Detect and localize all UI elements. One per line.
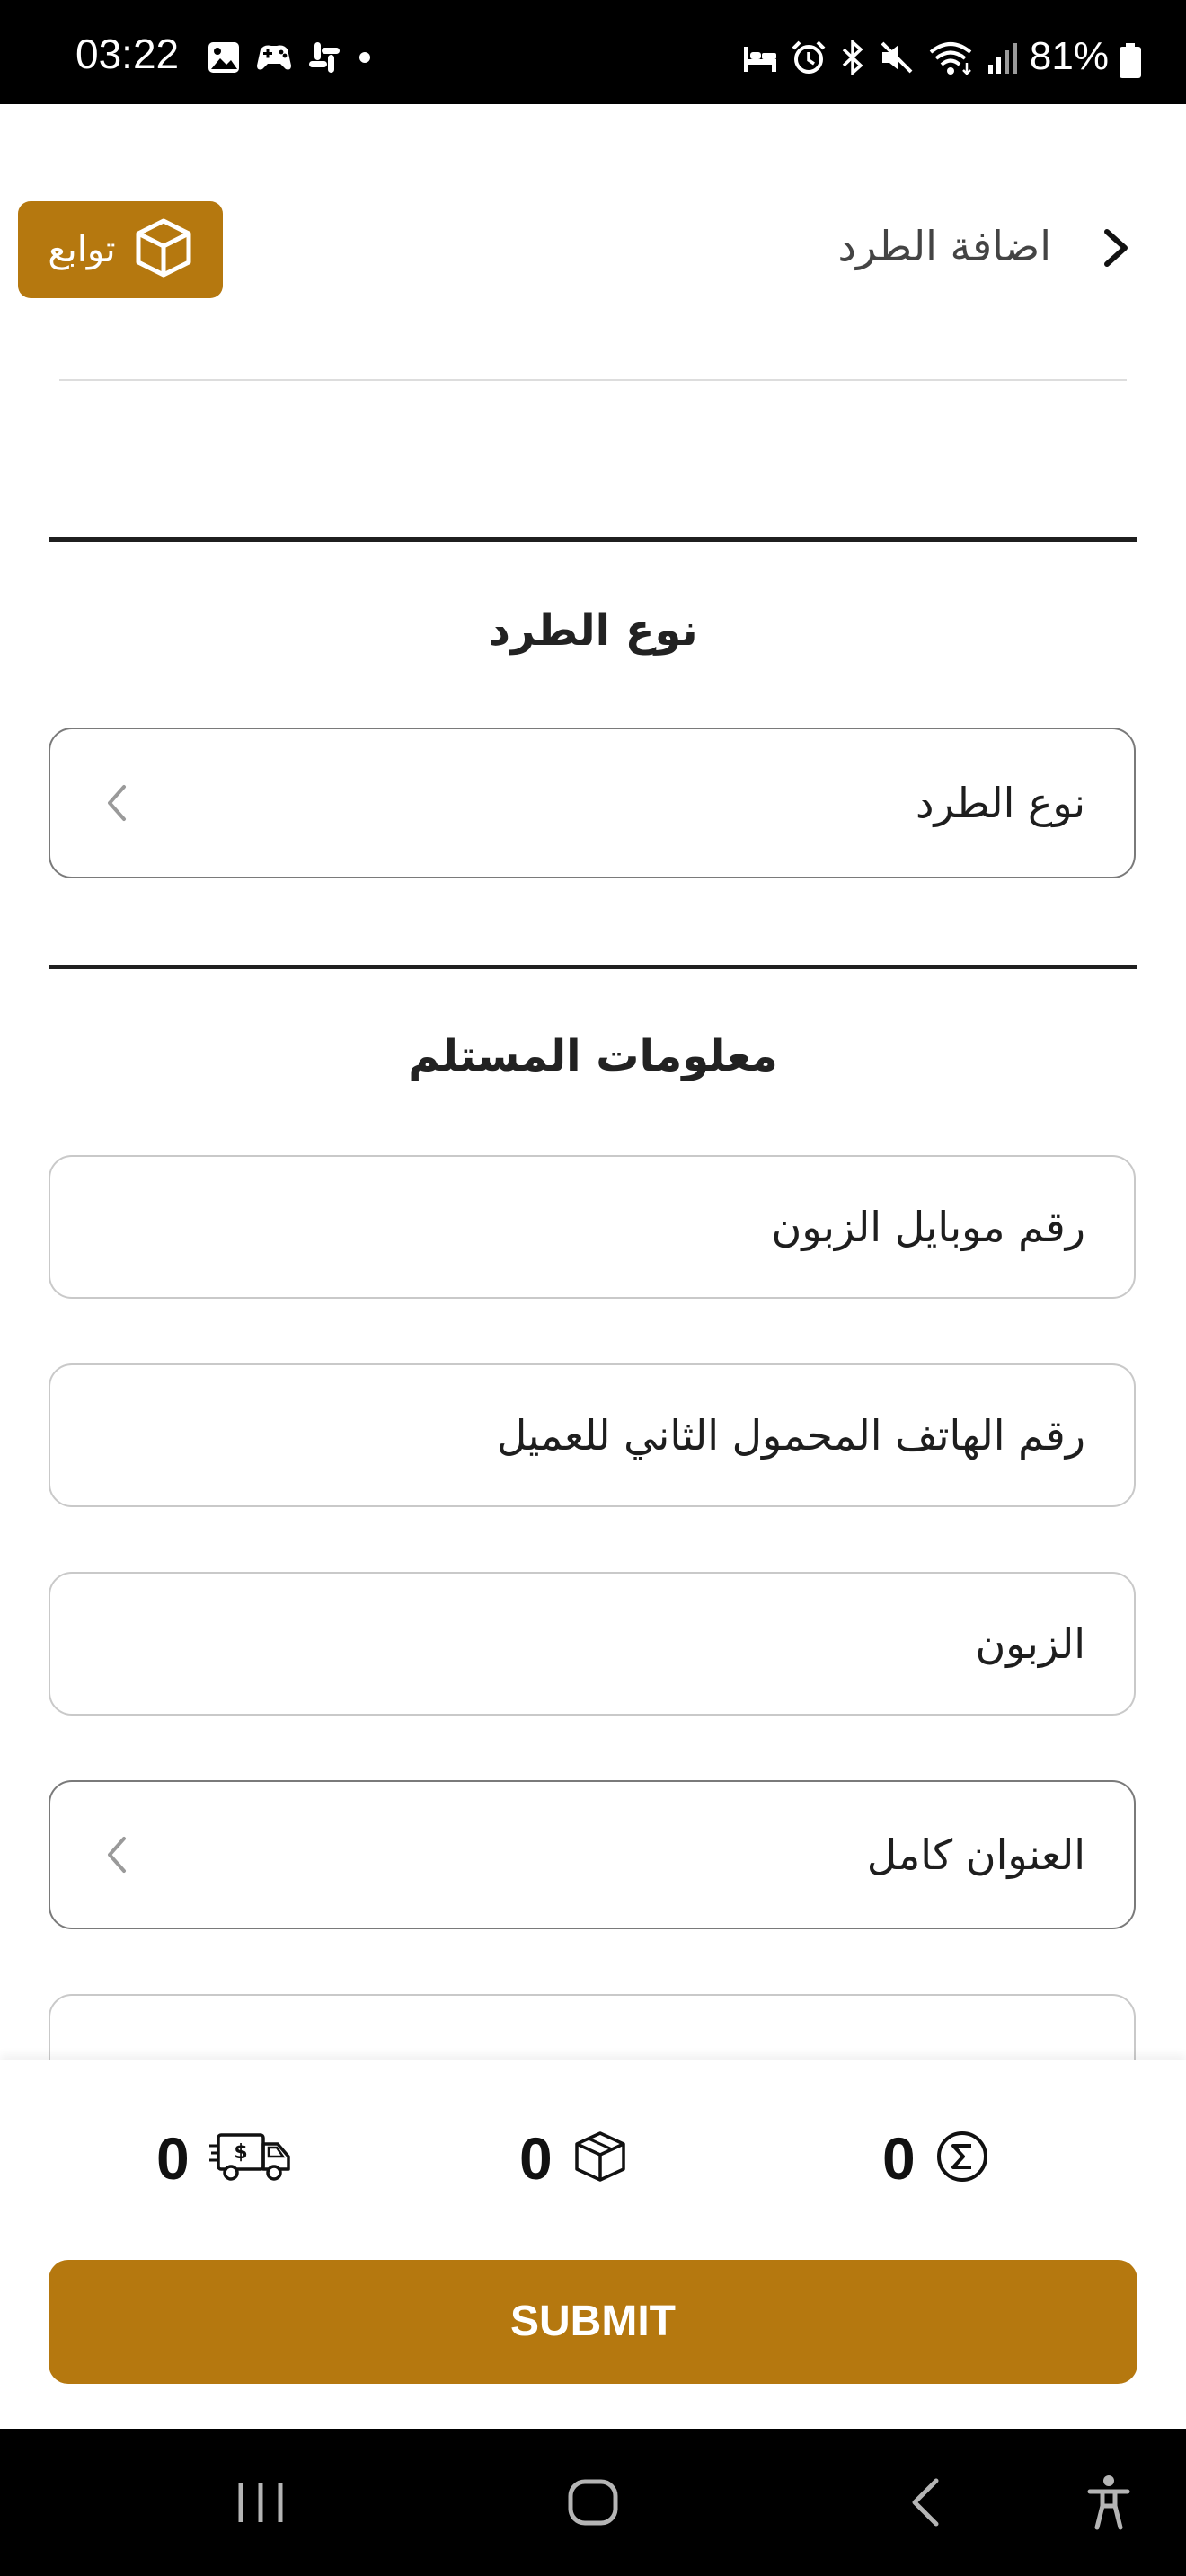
game-controller-icon: [255, 40, 293, 78]
alarm-icon: [791, 40, 827, 79]
total-count: 0: [882, 2125, 916, 2192]
packages-count: 0: [519, 2125, 553, 2192]
packages-summary: [519, 2118, 628, 2199]
total-summary: [882, 2118, 989, 2199]
delivery-summary: [156, 2118, 292, 2199]
sigma-icon: [935, 2130, 989, 2187]
delivery-count: 0: [156, 2125, 190, 2192]
package-type-title: نوع الطرد: [488, 605, 698, 656]
chevron-left-icon: [99, 780, 135, 826]
section-divider: [49, 965, 1137, 969]
chevron-left-icon: [99, 1831, 135, 1878]
package-type-select[interactable]: [49, 728, 1136, 878]
status-time: 03:22: [75, 31, 180, 77]
package-icon: [572, 2130, 628, 2187]
customer-mobile-input[interactable]: [49, 1155, 1136, 1299]
customer-mobile-placeholder: رقم موبايل الزبون: [771, 1203, 1085, 1251]
dot-icon: [356, 40, 374, 78]
page-title: اضافة الطرد: [837, 222, 1051, 270]
submit-button[interactable]: SUBMIT: [49, 2260, 1137, 2384]
status-bar: [0, 0, 1186, 104]
signal-icon: [987, 40, 1019, 79]
svg-text:$: $: [234, 2141, 248, 2164]
home-icon: [566, 2477, 620, 2527]
home-button[interactable]: [548, 2429, 638, 2576]
section-divider: [49, 537, 1137, 542]
slack-icon: [307, 40, 341, 78]
status-right-icons: [742, 41, 1019, 77]
back-button[interactable]: [1094, 221, 1137, 275]
full-address-value: العنوان كامل: [866, 1831, 1085, 1879]
chevron-right-icon: [1102, 226, 1130, 269]
customer-input[interactable]: [49, 1572, 1136, 1716]
battery-percent: 81%: [1029, 34, 1109, 78]
header-divider: [59, 379, 1127, 381]
accessibility-icon: [1086, 2474, 1131, 2531]
addons-button[interactable]: [18, 201, 223, 298]
recipient-info-title: معلومات المستلم: [408, 1031, 778, 1081]
recent-apps-icon: [234, 2479, 288, 2526]
status-left-icons: [207, 41, 374, 77]
second-mobile-input[interactable]: [49, 1363, 1136, 1507]
customer-placeholder: الزبون: [975, 1619, 1085, 1668]
second-mobile-placeholder: رقم الهاتف المحمول الثاني للعميل: [496, 1411, 1085, 1460]
accessibility-button[interactable]: [1064, 2429, 1154, 2576]
mute-icon: [879, 40, 915, 79]
battery-icon: [1118, 43, 1143, 83]
system-nav-bar: [0, 2429, 1186, 2576]
bed-icon: [742, 41, 778, 77]
wifi-icon: [927, 40, 974, 79]
full-address-select[interactable]: [49, 1780, 1136, 1929]
package-type-value: نوع الطرد: [915, 779, 1085, 827]
package-icon: [134, 217, 193, 282]
image-icon: [207, 40, 241, 78]
addons-label: توابع: [48, 229, 116, 270]
back-nav-button[interactable]: [881, 2429, 970, 2576]
recent-apps-button[interactable]: [216, 2429, 305, 2576]
back-icon: [907, 2475, 943, 2529]
bluetooth-icon: [839, 40, 866, 79]
delivery-truck-icon: [209, 2128, 292, 2189]
